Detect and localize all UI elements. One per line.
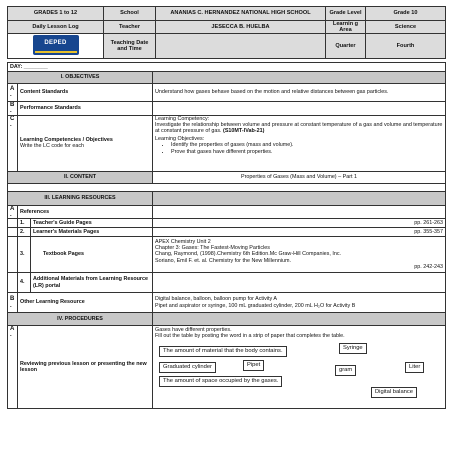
content-standards-label: Content Standards: [18, 83, 153, 101]
lr-portal-label: Additional Materials from Learning Resource (LR) portal: [31, 273, 153, 293]
review-line: Gases have different properties.: [155, 327, 232, 334]
review-activity: [153, 326, 446, 409]
objective-item: • Prove that gases have different properties.: [171, 149, 443, 155]
header-table: [7, 6, 446, 59]
daily-lesson-log: [7, 6, 445, 409]
word-strip-card: Syringe: [339, 343, 367, 354]
learning-area-label: Learnin g Area: [326, 21, 366, 34]
word-strip-card: Liter: [405, 362, 424, 373]
school-label: School: [104, 7, 156, 21]
procedures-a-letter: A .: [8, 326, 18, 409]
competency-title: Learning Competency:: [155, 115, 210, 122]
grade-level-value: Grade 10: [366, 7, 446, 21]
quarter-label: Quarter: [326, 34, 366, 58]
textbook-line: Chang, Raymond, (1998).Chemistry 6th Edition.Mc Graw-Hill Companies, Inc.: [155, 251, 342, 258]
teachers-guide-label: Teacher's Guide Pages: [31, 219, 153, 228]
day-label: DAY: ________: [8, 62, 446, 71]
textbook-line: APEX Chemistry Unit 2: [155, 239, 211, 245]
objective-item: • Identify the properties of gases (mass and volume).: [171, 142, 443, 148]
teachers-guide-value: pp. 261-263: [153, 219, 446, 228]
performance-standards-value: [153, 101, 446, 115]
reference-num: 3.: [18, 237, 31, 273]
resources-a-letter: A .: [8, 205, 18, 218]
grades-label: GRADES 1 to 12: [8, 7, 104, 21]
reference-num: 2.: [18, 228, 31, 237]
competency-note: Write the LC code for each: [20, 143, 85, 150]
procedures-heading: IV. PROCEDURES: [8, 313, 153, 326]
reference-num: 1.: [18, 219, 31, 228]
competency-label-cell: [18, 115, 153, 171]
deped-logo-icon: [33, 35, 79, 55]
quarter-value: Fourth: [366, 34, 446, 58]
word-strip-card: gram: [335, 365, 356, 376]
objectives-title: Learning Objectives:: [155, 136, 205, 143]
resources-heading: III. LEARNING RESOURCES: [8, 191, 153, 205]
word-strip-card: Graduated cylinder: [159, 362, 216, 373]
dates-value: [156, 34, 326, 58]
review-label: Reviewing previous lesson or presenting the new lesson: [18, 326, 153, 409]
textbook-label: Textbook Pages: [31, 237, 153, 273]
other-resource-line: Pipet and aspirator or syringe, 100 mL graduated cylinder, 200 mL H₂O for Activity B: [155, 302, 356, 309]
content-value: Properties of Gases (Mass and Volume) – Part 1: [153, 171, 446, 183]
review-line: Fill out the table by posting the word in a strip of paper that completes the table.: [155, 333, 345, 340]
school-value: ANANIAS C. HERNANDEZ NATIONAL HIGH SCHOOL: [156, 7, 326, 21]
dll-label: Daily Lesson Log: [8, 21, 104, 34]
textbook-pages: pp. 242-243: [414, 263, 444, 270]
learning-area-value: Science: [366, 21, 446, 34]
grade-level-label: Grade Level: [326, 7, 366, 21]
content-standards-value: Understand how gases behave based on the motion and relative distances between gas particles.: [153, 83, 446, 101]
word-strip-card: Digital balance: [371, 387, 417, 398]
lr-portal-value: [153, 273, 446, 293]
resources-b-letter: B .: [8, 293, 18, 313]
textbook-line: Chapter 3: Gases: The Fastest-Moving Particles: [155, 245, 270, 252]
objective-a-letter: A .: [8, 83, 18, 101]
textbook-value: [153, 237, 446, 273]
competency-value: [153, 115, 446, 171]
objective-b-letter: B .: [8, 101, 18, 115]
competency-label: Learning Competencies / Objectives: [20, 136, 113, 143]
reference-num: 4.: [18, 273, 31, 293]
other-resource-line: Digital balance, balloon, balloon pump for Activity A: [155, 296, 277, 303]
content-heading: II. CONTENT: [8, 171, 153, 183]
learners-materials-value: pp. 355-357: [153, 228, 446, 237]
word-strip-card: The amount of material that the body contains.: [159, 346, 287, 357]
word-strip-card: The amount of space occupied by the gases.: [159, 376, 282, 387]
dates-label: Teaching Date and Time: [104, 34, 156, 58]
references-label: References: [18, 205, 153, 218]
competency-text: Investigate the relationship between volume and pressure at constant temperature of a gas and volume and temperature at constant pressure of gas.: [155, 121, 443, 135]
lesson-table: [7, 62, 446, 409]
objective-list: [155, 142, 443, 154]
other-resources-label: Other Learning Resource: [18, 293, 153, 313]
performance-standards-label: Performance Standards: [18, 101, 153, 115]
competency-code: (S10MT-IVab-21): [223, 128, 265, 135]
logo-cell: [8, 34, 104, 58]
learners-materials-label: Learner's Materials Pages: [31, 228, 153, 237]
textbook-line: Soriano, Emil F. et. al. Chemistry for the New Millennium.: [155, 257, 292, 264]
teacher-value: JESECCA B. HUELBA: [156, 21, 326, 34]
objectives-heading: I. OBJECTIVES: [8, 71, 153, 83]
logo-text: DEPED: [44, 40, 67, 47]
other-resources-value: [153, 293, 446, 313]
objective-c-letter: C .: [8, 115, 18, 171]
word-strip-card: Pipet: [243, 360, 264, 371]
teacher-label: Teacher: [104, 21, 156, 34]
